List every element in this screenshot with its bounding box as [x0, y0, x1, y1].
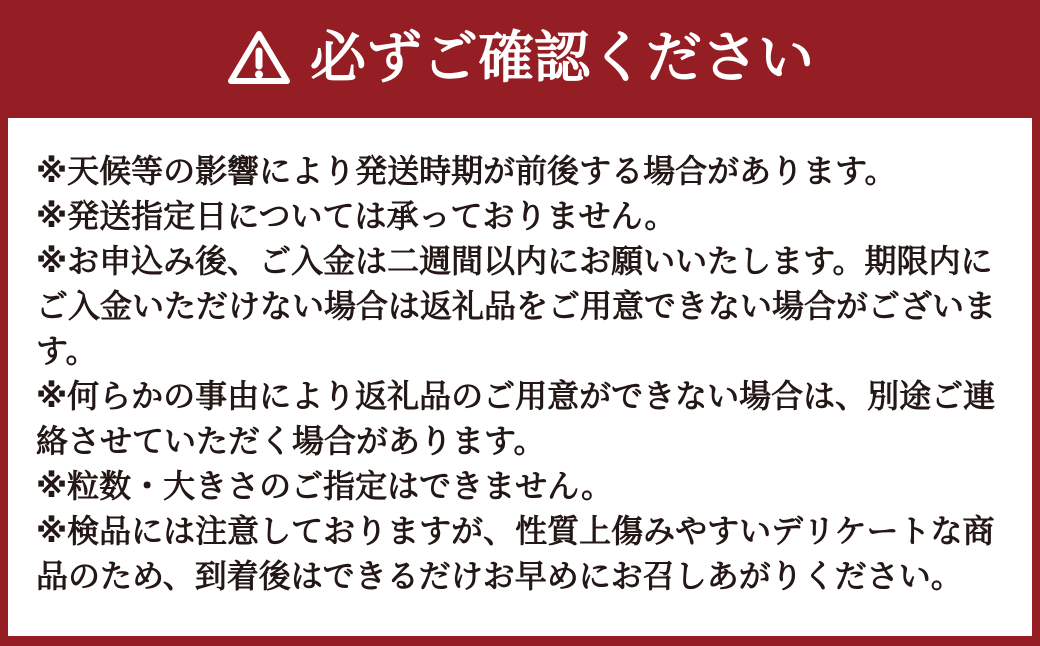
notice-item: ※発送指定日については承っておりません。 — [36, 197, 677, 235]
notice-item: ※何らかの事由により返礼品のご用意ができない場合は、別途ご連絡させていただく場合があります。 — [36, 377, 996, 460]
notice-panel — [8, 118, 1032, 636]
notice-item: ※天候等の影響により発送時期が前後する場合があります。 — [36, 152, 897, 190]
warning-triangle-icon — [226, 27, 292, 91]
notice-item: ※粒数・大きさのご指定はできません。 — [36, 467, 614, 505]
banner-header — [0, 0, 1040, 118]
banner-title: 必ずご確認ください — [310, 26, 814, 91]
notice-item: ※お申込み後、ご入金は二週間以内にお願いいたします。期限内にご入金いただけない場合は返礼品をご用意できない場合がございます。 — [36, 242, 997, 370]
notice-item: ※検品には注意しておりますが、性質上傷みやすいデリケートな商品のため、到着後はできるだけお早めにお召しあがりください。 — [36, 512, 995, 595]
